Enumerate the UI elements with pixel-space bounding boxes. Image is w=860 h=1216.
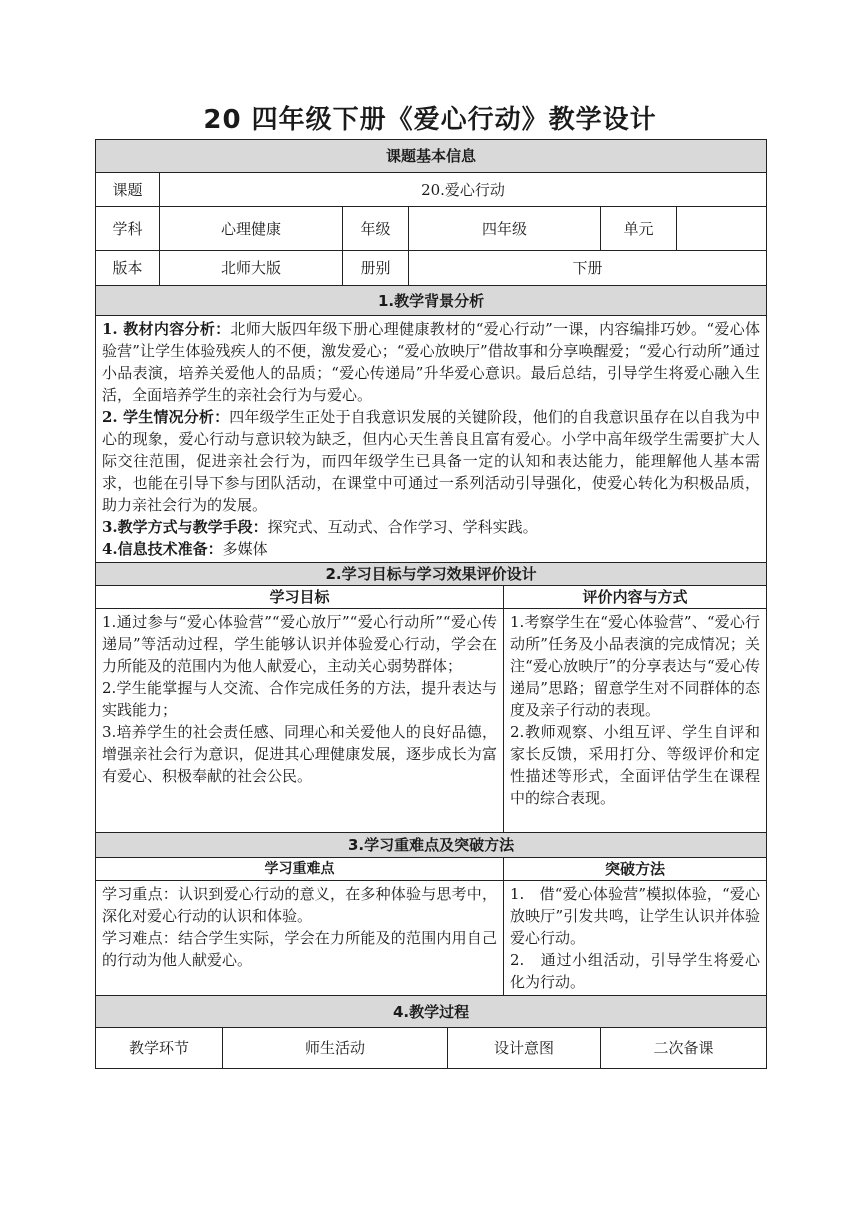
unit-value (677, 207, 767, 251)
lesson-plan-table (95, 139, 767, 1069)
teaching-methods-text: 探究式、互动式、合作学习、学科实践。 (267, 518, 538, 536)
process-col-intent: 设计意图 (448, 1028, 601, 1069)
teaching-methods-label: 3.教学方式与教学手段： (102, 518, 268, 536)
process-col-stage: 教学环节 (96, 1028, 223, 1069)
unit-label: 单元 (601, 207, 677, 251)
key-point-item: 学习重点：认识到爱心行动的意义，在多种体验与思考中，深化对爱心行动的认识和体验。 (102, 885, 497, 925)
subject-value: 心理健康 (160, 207, 343, 251)
material-analysis-label: 1. 教材内容分析： (102, 320, 231, 338)
student-analysis (102, 406, 760, 516)
teaching-methods (102, 516, 760, 538)
basic-info-header: 课题基本信息 (96, 140, 767, 173)
goal-item: 3.培养学生的社会责任感、同理心和关爱他人的良好品德，增强亲社会行为意识，促进其心理健康发展，逐步成长为富有爱心、积极奉献的社会公民。 (102, 723, 497, 785)
student-analysis-text: 四年级学生正处于自我意识发展的关键阶段，他们的自我意识虽存在以自我为中心的现象，爱心行动与意识较为缺乏，但内心天生善良且富有爱心。小学中高年级学生需要扩大人际交往范围，促进亲社会行为，而四年级学生已具备一定的认知和表达能力，能理解他人基本需求，也能在引导下参与团队活动，在课堂中可通过一系列活动引导强化，使爱心转化为积极品质，助力亲社会行为的发展。 (102, 408, 761, 514)
evaluation-item: 1.考察学生在“爱心体验营”、“爱心行动所”任务及小品表演的完成情况；关注“爱心放映厅”的分享表达与“爱心传递局”思路；留意学生对不同群体的态度及亲子行动的表现。 (510, 613, 761, 719)
subject-label: 学科 (96, 207, 160, 251)
grade-label: 年级 (343, 207, 409, 251)
grade-value: 四年级 (409, 207, 601, 251)
methods-content (504, 881, 767, 996)
key-points-header: 3.学习重难点及突破方法 (96, 833, 767, 858)
process-header: 4.教学过程 (96, 996, 767, 1028)
it-preparation (102, 538, 760, 560)
goal-item: 2.学生能掌握与人交流、合作完成任务的方法，提升表达与实践能力； (102, 679, 497, 719)
it-preparation-text: 多媒体 (222, 540, 268, 558)
background-content (96, 316, 767, 563)
methods-column-header: 突破方法 (504, 858, 767, 881)
goals-column-header: 学习目标 (96, 586, 504, 609)
document-title: 20 四年级下册《爱心行动》教学设计 (203, 105, 657, 135)
volume-label: 册别 (343, 251, 409, 286)
key-points-column-header: 学习重难点 (96, 858, 504, 881)
edition-label: 版本 (96, 251, 160, 286)
topic-value: 20.爱心行动 (160, 173, 767, 207)
learning-goals (96, 609, 504, 833)
student-analysis-label: 2. 学生情况分析： (102, 408, 230, 426)
edition-value: 北师大版 (160, 251, 343, 286)
goal-item: 1.通过参与“爱心体验营”“爱心放厅”“爱心行动所”“爱心传递局”等活动过程，学生能够认识并体验爱心行动，学会在力所能及的范围内为他人献爱心，主动关心弱势群体； (102, 613, 497, 675)
process-col-activities: 师生活动 (223, 1028, 448, 1069)
key-points-content (96, 881, 504, 996)
method-item: 1. 借“爱心体验营”模拟体验，“爱心放映厅”引发共鸣，让学生认识并体验爱心行动。 (510, 885, 761, 947)
material-analysis-text: 北师大版四年级下册心理健康教材的“爱心行动”一课，内容编排巧妙。“爱心体验营”让学生体验残疾人的不便，激发爱心；“爱心放映厅”借故事和分享唤醒爱；“爱心行动所”通过小品表演，培养关爱他人的品质；“爱心传递局”升华爱心意识。最后总结，引导学生将爱心融入生活，全面培养学生的亲社会行为与爱心。 (102, 320, 761, 404)
material-analysis (102, 318, 760, 406)
it-preparation-label: 4.信息技术准备： (102, 540, 223, 558)
evaluation-item: 2.教师观察、小组互评、学生自评和家长反馈，采用打分、等级评价和定性描述等形式，全面评估学生在课程中的综合表现。 (510, 723, 761, 807)
process-col-revision: 二次备课 (601, 1028, 767, 1069)
evaluation-column-header: 评价内容与方式 (504, 586, 767, 609)
method-item: 2. 通过小组活动，引导学生将爱心化为行动。 (510, 951, 761, 991)
objectives-header: 2.学习目标与学习效果评价设计 (96, 563, 767, 586)
volume-value: 下册 (409, 251, 767, 286)
key-point-item: 学习难点：结合学生实际，学会在力所能及的范围内用自己的行动为他人献爱心。 (102, 929, 497, 969)
background-header: 1.教学背景分析 (96, 286, 767, 316)
topic-label: 课题 (96, 173, 160, 207)
evaluation-methods (504, 609, 767, 833)
